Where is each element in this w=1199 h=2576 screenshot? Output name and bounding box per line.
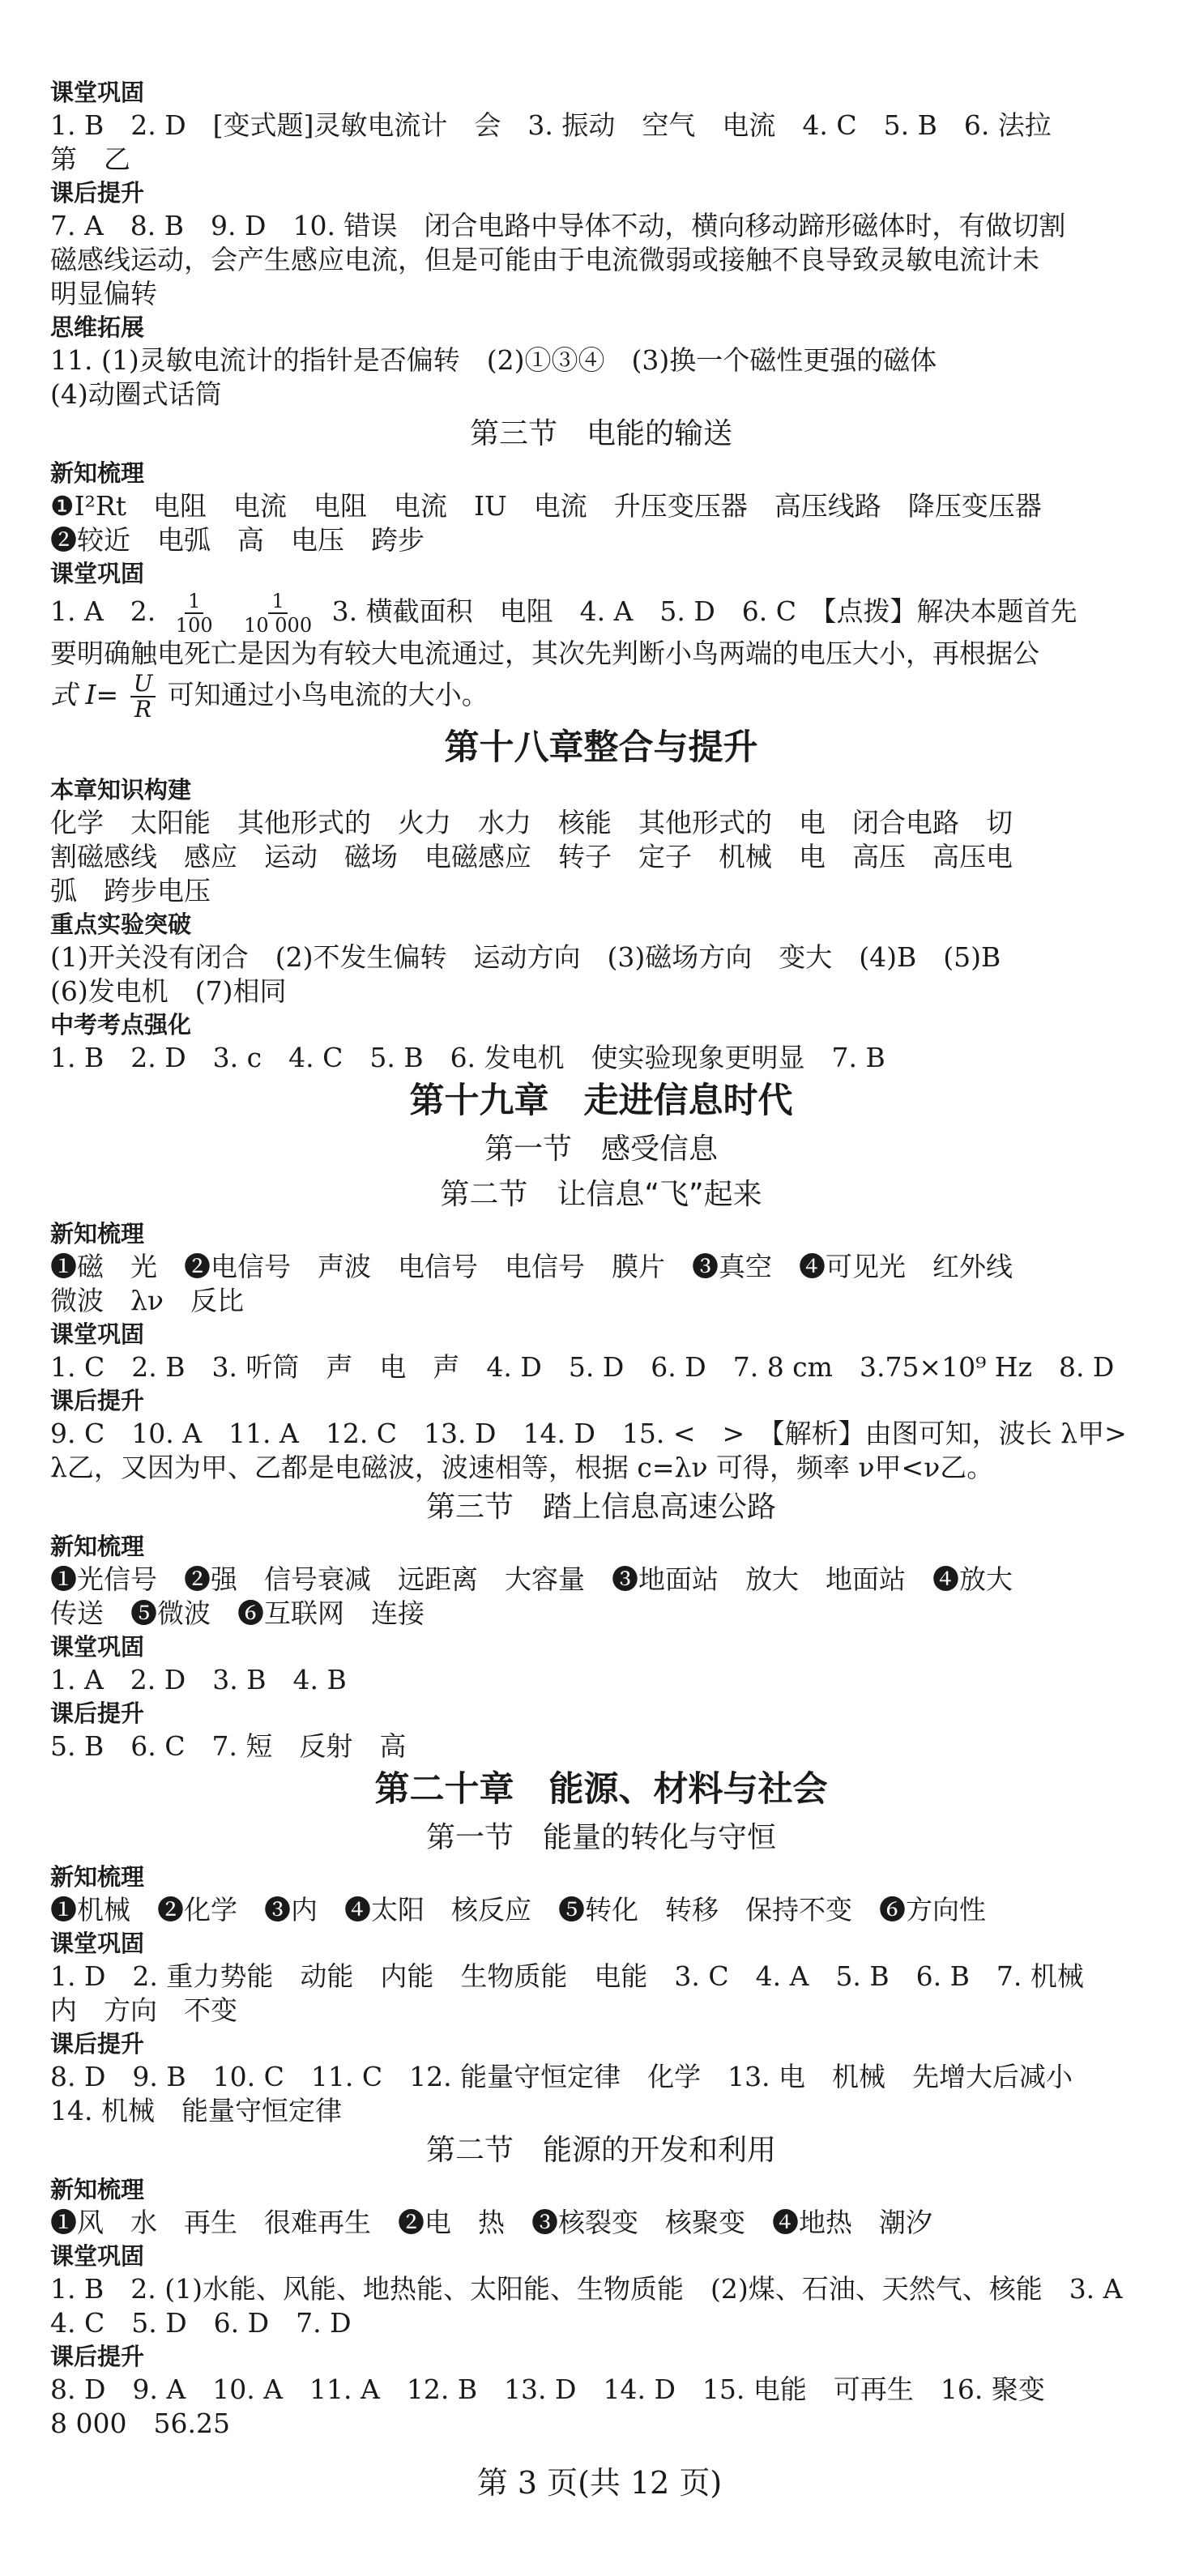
section-label: 课堂巩固 xyxy=(50,1633,145,1661)
section-label: 课堂巩固 xyxy=(50,2242,145,2270)
fraction-line-lead: 1. A 2. xyxy=(50,595,156,627)
block-group-b xyxy=(50,637,1152,671)
answer-line: 8. D 9. B 10. C 11. C 12. 能量守恒定律 化学 13. 电 机械 先增大后减小 xyxy=(50,2061,1073,2092)
answer-line: 1. C 2. B 3. 听筒 声 电 声 4. D 5. D 6. D 7. 8 cm 3.75×10⁹ Hz 8. D xyxy=(50,1351,1115,1383)
section-label: 新知梳理 xyxy=(50,2176,145,2203)
answer-line: 1. A 2. D 3. B 4. B xyxy=(50,1664,347,1695)
answer-line: ❶光信号 ❷强 信号衰减 远距离 大容量 ❸地面站 放大 地面站 ❹放大 xyxy=(50,1563,1013,1595)
formula-line xyxy=(50,671,1152,722)
section-heading: 第三节 踏上信息高速公路 xyxy=(425,1491,776,1524)
answer-line: (1)开关没有闭合 (2)不发生偏转 运动方向 (3)磁场方向 变大 (4)B (5)B xyxy=(50,941,1001,973)
section-label: 重点实验突破 xyxy=(50,911,192,938)
answer-line: 1. D 2. 重力势能 动能 内能 生物质能 电能 3. C 4. A 5. B 6. B 7. 机械 xyxy=(50,1960,1084,1992)
section-label: 课后提升 xyxy=(50,179,145,207)
answer-line: 微波 λν 反比 xyxy=(50,1285,244,1316)
answer-line: 7. A 8. B 9. D 10. 错误 闭合电路中导体不动，横向移动蹄形磁体时，有做切割 xyxy=(50,210,1066,241)
section-label: 课后提升 xyxy=(50,1700,145,1727)
answer-line: 第 乙 xyxy=(50,143,130,175)
answer-line: λ乙，又因为甲、乙都是电磁波，波速相等，根据 c=λν 可得，频率 ν甲<ν乙。 xyxy=(50,1452,994,1483)
answer-line: (6)发电机 (7)相同 xyxy=(50,975,287,1007)
answer-line: 8 000 56.25 xyxy=(50,2408,230,2439)
section-label: 课堂巩固 xyxy=(50,79,145,106)
answer-line: 割磁感线 感应 运动 磁场 电磁感应 转子 定子 机械 电 高压 高压电 xyxy=(50,841,1013,872)
block-group-c xyxy=(50,722,1152,2441)
answer-line: 磁感线运动，会产生感应电流，但是可能由于电流微弱或接触不良导致灵敏电流计未 xyxy=(50,244,1039,275)
section-heading: 第二节 让信息“飞”起来 xyxy=(440,1178,762,1211)
answer-line: 传送 ❺微波 ❻互联网 连接 xyxy=(50,1597,425,1629)
answer-line: ❶风 水 再生 很难再生 ❷电 热 ❸核裂变 核聚变 ❹地热 潮汐 xyxy=(50,2207,932,2238)
answer-line: 内 方向 不变 xyxy=(50,1994,237,2026)
answer-line: 要明确触电死亡是因为有较大电流通过，其次先判断小鸟两端的电压大小，再根据公 xyxy=(50,638,1039,669)
section-heading: 第三节 电能的输送 xyxy=(469,417,732,450)
fraction-1-10000 xyxy=(241,590,315,637)
fraction-numerator: 1 xyxy=(185,590,203,614)
chapter-heading: 第十八章整合与提升 xyxy=(444,727,758,768)
answer-line: ❶机械 ❷化学 ❸内 ❹太阳 核反应 ❺转化 转移 保持不变 ❻方向性 xyxy=(50,1894,986,1926)
answer-line: 化学 太阳能 其他形式的 火力 水力 核能 其他形式的 电 闭合电路 切 xyxy=(50,807,1013,838)
section-label: 新知梳理 xyxy=(50,1220,145,1247)
formula-tail: 可知通过小鸟电流的大小。 xyxy=(167,679,489,710)
section-label: 本章知识构建 xyxy=(50,776,192,804)
section-label: 课后提升 xyxy=(50,2030,145,2058)
answer-line: 4. C 5. D 6. D 7. D xyxy=(50,2307,352,2339)
fraction-denominator: 100 xyxy=(175,614,213,637)
answer-line: 11. (1)灵敏电流计的指针是否偏转 (2)①③④ (3)换一个磁性更强的磁体 xyxy=(50,344,937,376)
formula-fraction xyxy=(130,672,156,722)
section-label: 课后提升 xyxy=(50,1387,145,1414)
answer-line: ❷较近 电弧 高 电压 跨步 xyxy=(50,524,425,556)
section-label: 新知梳理 xyxy=(50,1863,145,1891)
answer-line: 1. B 2. (1)水能、风能、地热能、太阳能、生物质能 (2)煤、石油、天然气、核能 3. A xyxy=(50,2273,1123,2305)
chapter-heading: 第二十章 能源、材料与社会 xyxy=(374,1769,828,1810)
section-label: 课后提升 xyxy=(50,2343,145,2370)
answer-page xyxy=(50,76,1152,2441)
answer-line: 明显偏转 xyxy=(50,278,157,309)
section-label: 课堂巩固 xyxy=(50,1930,145,1957)
answer-line: 8. D 9. A 10. A 11. A 12. B 13. D 14. D 15. 电能 可再生 16. 聚变 xyxy=(50,2373,1045,2405)
fraction-denominator: 10 000 xyxy=(244,614,313,637)
answer-line: ❶磁 光 ❷电信号 声波 电信号 电信号 膜片 ❸真空 ❹可见光 红外线 xyxy=(50,1251,1013,1282)
answer-line: 1. B 2. D [变式题]灵敏电流计 会 3. 振动 空气 电流 4. C 5. B 6. 法拉 xyxy=(50,109,1052,141)
block-group-a xyxy=(50,76,1152,590)
fraction-line-tail: 3. 横截面积 电阻 4. A 5. D 6. C 【点拨】解决本题首先 xyxy=(331,595,1077,627)
section-heading: 第一节 感受信息 xyxy=(484,1132,718,1166)
section-label: 新知梳理 xyxy=(50,459,145,487)
formula-lead: 式 I= xyxy=(50,679,119,710)
answer-line: (4)动圈式话筒 xyxy=(50,378,222,410)
section-label: 新知梳理 xyxy=(50,1533,145,1560)
page-footer: 第 3 页(共 12 页) xyxy=(476,2465,723,2501)
section-label: 课堂巩固 xyxy=(50,560,145,587)
section-label: 课堂巩固 xyxy=(50,1320,145,1348)
section-heading: 第二节 能源的开发和利用 xyxy=(425,2134,776,2167)
fraction-numerator: 1 xyxy=(268,590,287,614)
answer-line: ❶I²Rt 电阻 电流 电阻 电流 IU 电流 升压变压器 高压线路 降压变压器 xyxy=(50,490,1042,522)
answer-line: 弧 跨步电压 xyxy=(50,875,211,906)
fraction-numerator: U xyxy=(130,672,156,697)
section-label: 思维拓展 xyxy=(50,313,145,341)
fraction-denominator: R xyxy=(134,696,152,723)
fraction-1-100 xyxy=(173,590,216,637)
section-label: 中考考点强化 xyxy=(50,1011,192,1039)
answer-line: 9. C 10. A 11. A 12. C 13. D 14. D 15. < > 【解析】由图可知，波长 λ甲> xyxy=(50,1418,1127,1449)
answer-line: 1. B 2. D 3. c 4. C 5. B 6. 发电机 使实验现象更明显 7. B xyxy=(50,1042,885,1073)
answer-line: 14. 机械 能量守恒定律 xyxy=(50,2095,342,2126)
chapter-heading: 第十九章 走进信息时代 xyxy=(409,1081,793,1121)
fraction-line xyxy=(50,590,1152,637)
section-heading: 第一节 能量的转化与守恒 xyxy=(425,1821,776,1854)
answer-line: 5. B 6. C 7. 短 反射 高 xyxy=(50,1730,407,1762)
